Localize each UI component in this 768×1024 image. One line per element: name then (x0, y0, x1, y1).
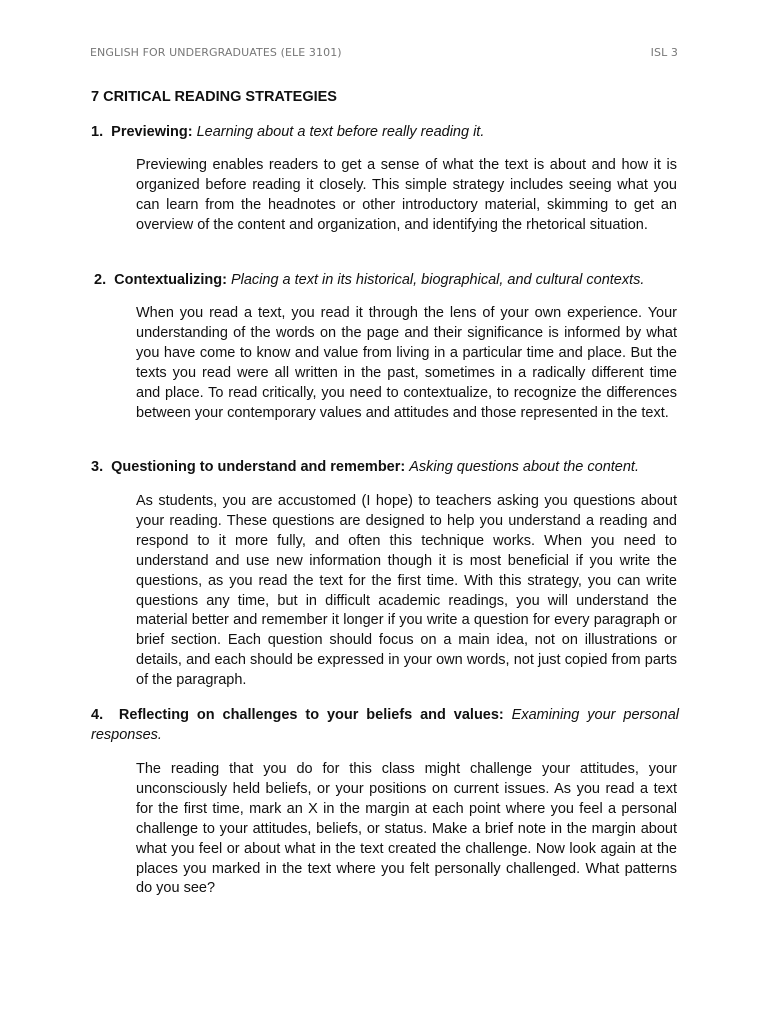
section-number: 3. (91, 459, 104, 475)
section-term: Contextualizing: (114, 272, 227, 288)
section-number: 1. (91, 124, 104, 140)
section-heading-contextualizing (94, 270, 679, 290)
section-body-reflecting: The reading that you do for this class might challenge your attitudes, your unconsciously held beliefs, or your positions on current issues. As you read a text for the first time, mark an X in the margin at each point where you feel a personal challenge to your attitudes, beliefs, or status. Make a brief note in the margin about what you feel or about what in the text created the challenge. Now look again at the places you marked in the text where you felt personally challenged. What patterns do you see? (136, 761, 677, 897)
section-heading-questioning (91, 457, 679, 477)
section-description: Examining your personal responses. (91, 707, 680, 743)
course-header: ENGLISH FOR UNDERGRADUATES (ELE 3101) (90, 46, 342, 59)
section-description: Learning about a text before really reading it. (196, 124, 485, 140)
section-description: Placing a text in its historical, biographical, and cultural contexts. (230, 272, 645, 288)
page-label: ISL 3 (650, 46, 678, 59)
section-body-questioning: As students, you are accustomed (I hope) to teachers asking you questions about your reading. These questions are designed to help you understand a reading and respond to it more fully, and often this technique works. When you need to understand and use new information though it is most beneficial if you write the questions, as you read the text for the first time. With this strategy, you can write questions any time, but in difficult academic readings, you will understand the material better and remember it longer if you write a question for every paragraph or brief section. Each question should focus on a main idea, not on illustrations or details, and each should be expressed in your own words, not just copied from parts of the paragraph. (136, 493, 677, 689)
section-body-previewing: Previewing enables readers to get a sense of what the text is about and how it is organized before reading it closely. This simple strategy includes seeing what you can learn from the headnotes or other introductory material, skimming to get an overview of the content and organization, and identifying the rhetorical situation. (136, 157, 677, 233)
section-heading-reflecting (91, 705, 679, 745)
section-body-contextualizing: When you read a text, you read it through the lens of your own experience. Your understanding of the words on the page and their significance is informed by what you have come to know and value from living in a particular time and place. But the texts you read were all written in the past, sometimes in a radically different time and place. To read critically, you need to contextualize, to recognize the differences between your contemporary values and attitudes and those represented in the text. (136, 305, 677, 421)
page-title: 7 CRITICAL READING STRATEGIES (91, 89, 337, 105)
section-description: Asking questions about the content. (409, 459, 639, 475)
section-heading-previewing (91, 122, 679, 142)
section-term: Questioning to understand and remember: (111, 459, 406, 475)
section-number: 2. (94, 272, 107, 288)
section-number: 4. (91, 707, 104, 723)
section-term: Previewing: (111, 124, 193, 140)
section-term: Reflecting on challenges to your beliefs and values: (118, 707, 504, 723)
running-header (90, 46, 678, 62)
